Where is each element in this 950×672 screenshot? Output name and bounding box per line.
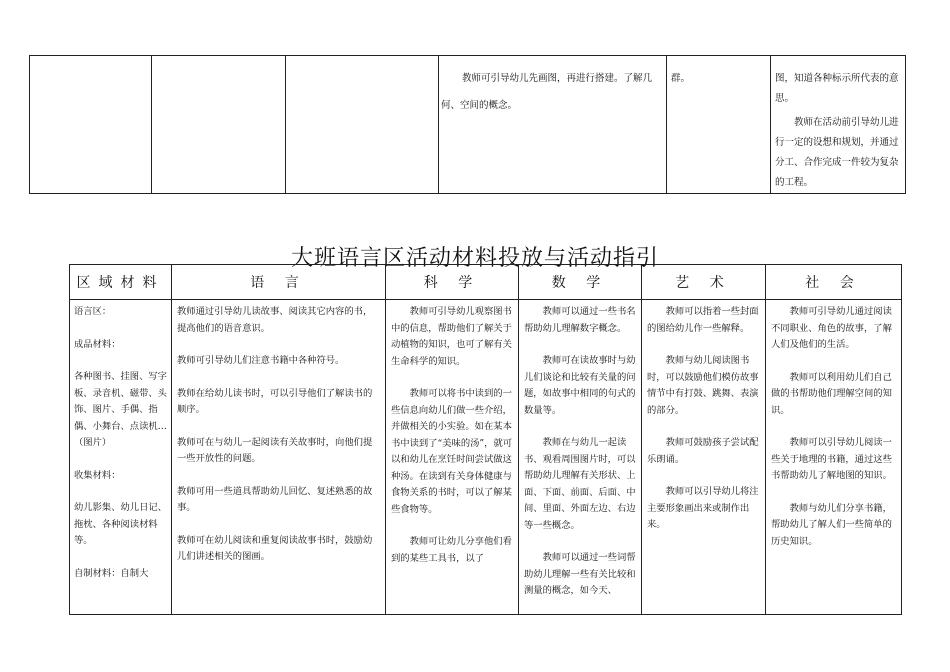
table-cell (439, 56, 667, 194)
cell-text: 自制材料：自制大 (74, 567, 149, 579)
science-cell (386, 300, 519, 615)
cell-text: 幼儿影集、幼儿日记、拖枕、各种阅读材料等。 (74, 502, 167, 546)
header-social: 社 会 (766, 265, 902, 300)
header-art: 艺 术 (642, 265, 766, 300)
cell-text: 教师可以利用幼儿们自己做的书帮助他们理解空间的知识。 (771, 371, 892, 416)
cell-text: 教师在给幼儿读书时，可以引导他们了解读书的顺序。 (177, 387, 373, 415)
cell-text: 成品材料： (74, 338, 121, 350)
cell-text: 教师可以通过一些书名帮助幼儿理解数字概念。 (524, 306, 636, 334)
cell-text: 教师可以引导幼儿阅读一些关于地理的书籍，通过这些书帮助幼儿了解地图的知识。 (771, 437, 892, 481)
continuation-table (29, 55, 906, 194)
cell-text: 何、空间的概念。 (441, 100, 518, 111)
table-row (30, 56, 906, 194)
cell-text: 教师可以引导幼儿将注主要形象画出来或制作出来。 (647, 486, 759, 530)
cell-text: 教师与幼儿们分享书籍，帮助幼儿了解人们一些简单的历史知识。 (771, 502, 892, 547)
cell-text: 教师可引导幼儿先画图，再进行搭建。了解几 (462, 73, 653, 84)
table-cell (152, 56, 286, 194)
cell-text: 教师与幼儿阅读图书时，可以鼓励他们模仿故事情节中有打鼓、跳舞、表演的部分。 (647, 355, 759, 416)
cell-text: 教师可让幼儿分享他们看到的某些工具书，以了 (391, 536, 512, 564)
language-cell (172, 300, 386, 615)
cell-text: 教师可以指着一些封面的图给幼儿作一些解释。 (647, 306, 759, 334)
table-header-row (70, 265, 902, 300)
cell-text: 群。 (671, 73, 691, 84)
art-cell (642, 300, 766, 615)
math-cell (519, 300, 642, 615)
cell-text: 教师可用一些道具帮助幼儿回忆、复述熟悉的故事。 (177, 485, 373, 513)
table-cell (286, 56, 439, 194)
cell-text: 教师在活动前引导幼儿进行一定的设想和规划，并通过分工、合作完成一件较为复杂的工程。 (775, 117, 899, 188)
header-science: 科 学 (386, 265, 519, 300)
table-row (70, 300, 902, 615)
table-cell (771, 56, 906, 194)
cell-text: 教师可在幼儿阅读和重复阅读故事书时，鼓励幼儿们讲述相关的图画。 (177, 534, 373, 562)
page-title: 大班语言区活动材料投放与活动指引 (290, 245, 659, 271)
header-language: 语 言 (172, 265, 386, 300)
social-cell (766, 300, 902, 615)
cell-text: 语言区： (74, 306, 112, 317)
cell-text: 教师可以将书中读到的一些信息向幼儿们做一些介绍，并做相关的小实验。如在某本书中读到了“美味的汤”，就可以和幼儿在烹饪时间尝试做这种汤。在读到有关身体健康与食物关系的书时，可以了解某些食物等。 (391, 388, 513, 515)
table-cell (30, 56, 152, 194)
cell-text: 教师通过引导幼儿读故事、阅读其它内容的书，提高他们的语音意识。 (177, 306, 373, 334)
activity-guide-table (69, 264, 902, 615)
materials-cell (70, 300, 172, 615)
cell-text: 教师可在读故事时与幼儿们谈论和比较有关量的问题，如故事中相同的句式的数量等。 (524, 355, 636, 416)
cell-text: 图，知道各种标示所代表的意思。 (775, 73, 899, 104)
cell-text: 收集材料： (74, 469, 121, 481)
header-math: 数 学 (519, 265, 642, 300)
cell-text: 教师在与幼儿一起读书、观看周围图片时，可以帮助幼儿理解有关形状、上面、下面、前面、后面、中间、里面、外面左边、右边等一些概念。 (524, 437, 636, 531)
cell-text: 教师可以通过一些词帮助幼儿理解一些有关比较和测量的概念，如今天、 (524, 552, 636, 596)
cell-text: 教师可引导幼儿们注意书籍中各种符号。 (177, 355, 345, 366)
cell-text: 教师可引导幼儿观察图书中的信息，帮助他们了解关于动植物的知识，也可了解有关生命科学的知识。 (391, 306, 512, 367)
header-materials: 区域材料 (70, 265, 172, 300)
cell-text: 教师可在与幼儿一起阅读有关故事时，向他们提一些开放性的问题。 (177, 436, 373, 464)
table-cell (667, 56, 771, 194)
cell-text: 教师可引导幼儿通过阅读不同职业、角色的故事，了解人们及他们的生活。 (771, 306, 892, 350)
cell-text: 各种图书、挂图、写字板、录音机、磁带、头饰、图片、手偶、指偶、小舞台、点读机…（图片） (74, 371, 167, 448)
cell-text: 教师可鼓励孩子尝试配乐朗诵。 (647, 437, 759, 465)
